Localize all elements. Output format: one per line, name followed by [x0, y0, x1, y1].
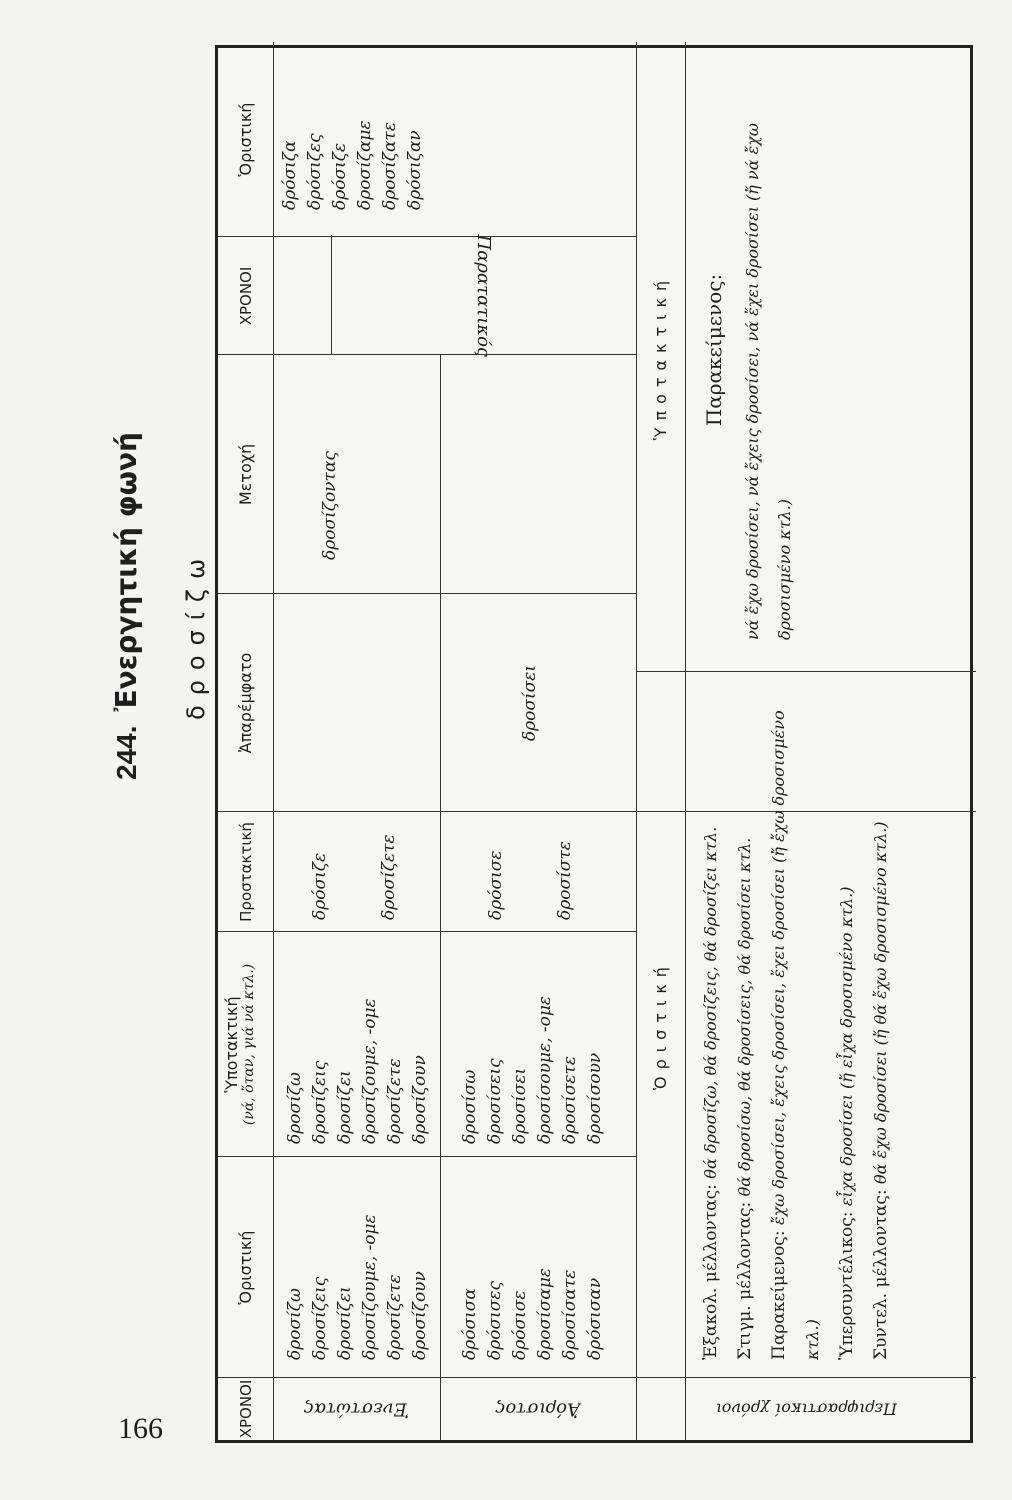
aorist-indicative — [458, 1160, 608, 1360]
form: δροσίζετε — [385, 1274, 405, 1360]
form: δρόσιζε — [310, 852, 330, 920]
verb-title: δροσίζω — [182, 548, 210, 720]
header-participle: Μετοχή — [236, 443, 255, 506]
imperfect-label: Παρατατικός — [473, 234, 494, 358]
form: δροσίζεις — [310, 1060, 330, 1144]
form: δροσίζετε — [385, 1058, 405, 1144]
present-subjunctive — [283, 934, 433, 1144]
form: δρόσισαν — [585, 1277, 605, 1360]
form: δροσίζουμε, -ομε — [360, 1214, 380, 1360]
section-title: Ἐνεργητική φωνή — [110, 432, 143, 712]
form: δροσίζουν — [410, 1271, 430, 1360]
periphrastic-indicative-header: Ὁριστική — [651, 960, 670, 1090]
form: δροσίσεις — [485, 1058, 505, 1144]
aorist-infinitive: δροσίσει — [520, 664, 540, 742]
periphrastic-line — [830, 675, 864, 1360]
header-tenses: ΧΡΟΝΟΙ — [236, 1379, 255, 1439]
form: δροσίσαμε — [535, 1268, 555, 1360]
form: δροσίζουμε, -ομε — [360, 998, 380, 1144]
periphrastic-line — [864, 675, 898, 1360]
periphrastic-line — [762, 675, 830, 1360]
periphrastic-subjunctive — [698, 60, 801, 640]
subjunctive-name: Παρακείμενος: — [702, 273, 726, 427]
form: δρόσισα — [460, 1288, 480, 1360]
line-name: Συντελ. μέλλοντας: — [871, 1189, 891, 1360]
form: δροσίζεις — [310, 1276, 330, 1360]
section-heading — [110, 432, 143, 780]
header-imperative: Προστακτική — [236, 822, 255, 922]
aorist-imperative — [484, 812, 578, 920]
row-label-periphrastic: Περιφραστικοί χρόνοι — [715, 1399, 897, 1419]
form: δροσίζω — [285, 1288, 305, 1360]
header-infinitive: Ἀπαρέμφατο — [236, 652, 255, 754]
line-forms: θά δροσίσω, θά δροσίσεις, θά δροσίσει κτλ. — [735, 837, 754, 1197]
row-label-imperfect — [331, 234, 636, 358]
form: δροσίσατε — [560, 1269, 580, 1360]
periphrastic-subjunctive-header: Ὑποτακτική — [651, 273, 670, 441]
form: δρόσιζαν — [405, 130, 425, 210]
header-subjunctive — [222, 932, 273, 1157]
form: δρόσιζες — [305, 133, 325, 210]
imperfect-indicative — [278, 45, 428, 210]
form: δρόσιζε — [330, 142, 350, 210]
present-participle: δροσίζοντας — [320, 451, 340, 560]
periphrastic-indicative — [694, 675, 898, 1360]
form: δροσίζαμε — [355, 120, 375, 210]
line-name: Ἐξακολ. μέλλοντας: — [701, 1184, 721, 1360]
row-label-aorist: Ἀόριστος — [495, 1398, 581, 1420]
form: δροσίσετε — [560, 1056, 580, 1144]
line-name: Παρακείμενος: — [769, 1230, 789, 1360]
header-indicative: Ὁριστική — [236, 1230, 255, 1305]
page-number: 166 — [118, 1412, 163, 1445]
form: δροσίστε — [555, 841, 575, 920]
form: δροσίσω — [460, 1069, 480, 1144]
form: δροσίζουν — [410, 1055, 430, 1144]
subjunctive-forms: νά ἔχω δροσίσει, νά ἔχεις δροσίσει, νά ἔχει δροσίσει (ἤ νά ἔχω δροσισμένο κτλ.) — [743, 123, 794, 640]
present-imperative — [308, 812, 402, 920]
aorist-subjunctive — [458, 934, 608, 1144]
conjugation-table — [215, 45, 973, 1443]
header-imperfect-indicative: Ὁριστική — [236, 102, 255, 177]
line-name: Στιγμ. μέλλοντας: — [735, 1201, 755, 1360]
row-label-present: Ἐνεστώτας — [303, 1398, 410, 1420]
section-number: 244. — [111, 725, 142, 780]
line-name: Ὑπερσυντέλικος: — [837, 1211, 857, 1360]
form: δροσίζω — [285, 1072, 305, 1144]
form: δρόσισε — [510, 1290, 530, 1360]
form: δρόσισες — [485, 1281, 505, 1360]
form: δροσίζει — [335, 1070, 355, 1144]
line-forms: ἔχω δροσίσει, ἔχεις δροσίσει, ἔχει δροσίσει (ἤ ἔχω δροσισμένο κτλ.) — [769, 710, 822, 1360]
form: δροσίσουν — [585, 1052, 605, 1144]
form: δροσίζετε — [379, 834, 399, 920]
periphrastic-line — [694, 675, 728, 1360]
form: δροσίσουμε, -ομε — [535, 995, 555, 1144]
form: δρόσιζα — [280, 140, 300, 210]
header-subjunctive-label: Ὑποτακτική — [222, 996, 241, 1093]
line-forms: θά δροσίζω, θά δροσίζεις, θά δροσίζει κτλ. — [701, 826, 720, 1179]
line-forms: εἶχα δροσίσει (ἤ εἶχα δροσισμένο κτλ.) — [837, 886, 856, 1207]
present-indicative — [283, 1160, 433, 1360]
line-forms: θά ἔχω δροσίσει (ἤ θά ἔχω δροσισμένο κτλ.) — [871, 821, 890, 1184]
header-imperfect-tenses: ΧΡΟΝΟΙ — [236, 266, 255, 326]
periphrastic-line — [728, 675, 762, 1360]
form: δροσίζατε — [380, 122, 400, 210]
form: δρόσισε — [486, 850, 506, 920]
form: δροσίσει — [510, 1067, 530, 1144]
header-subjunctive-note: (νά, ὅταν, γιά νά κτλ.) — [241, 963, 257, 1126]
form: δροσίζει — [335, 1286, 355, 1360]
